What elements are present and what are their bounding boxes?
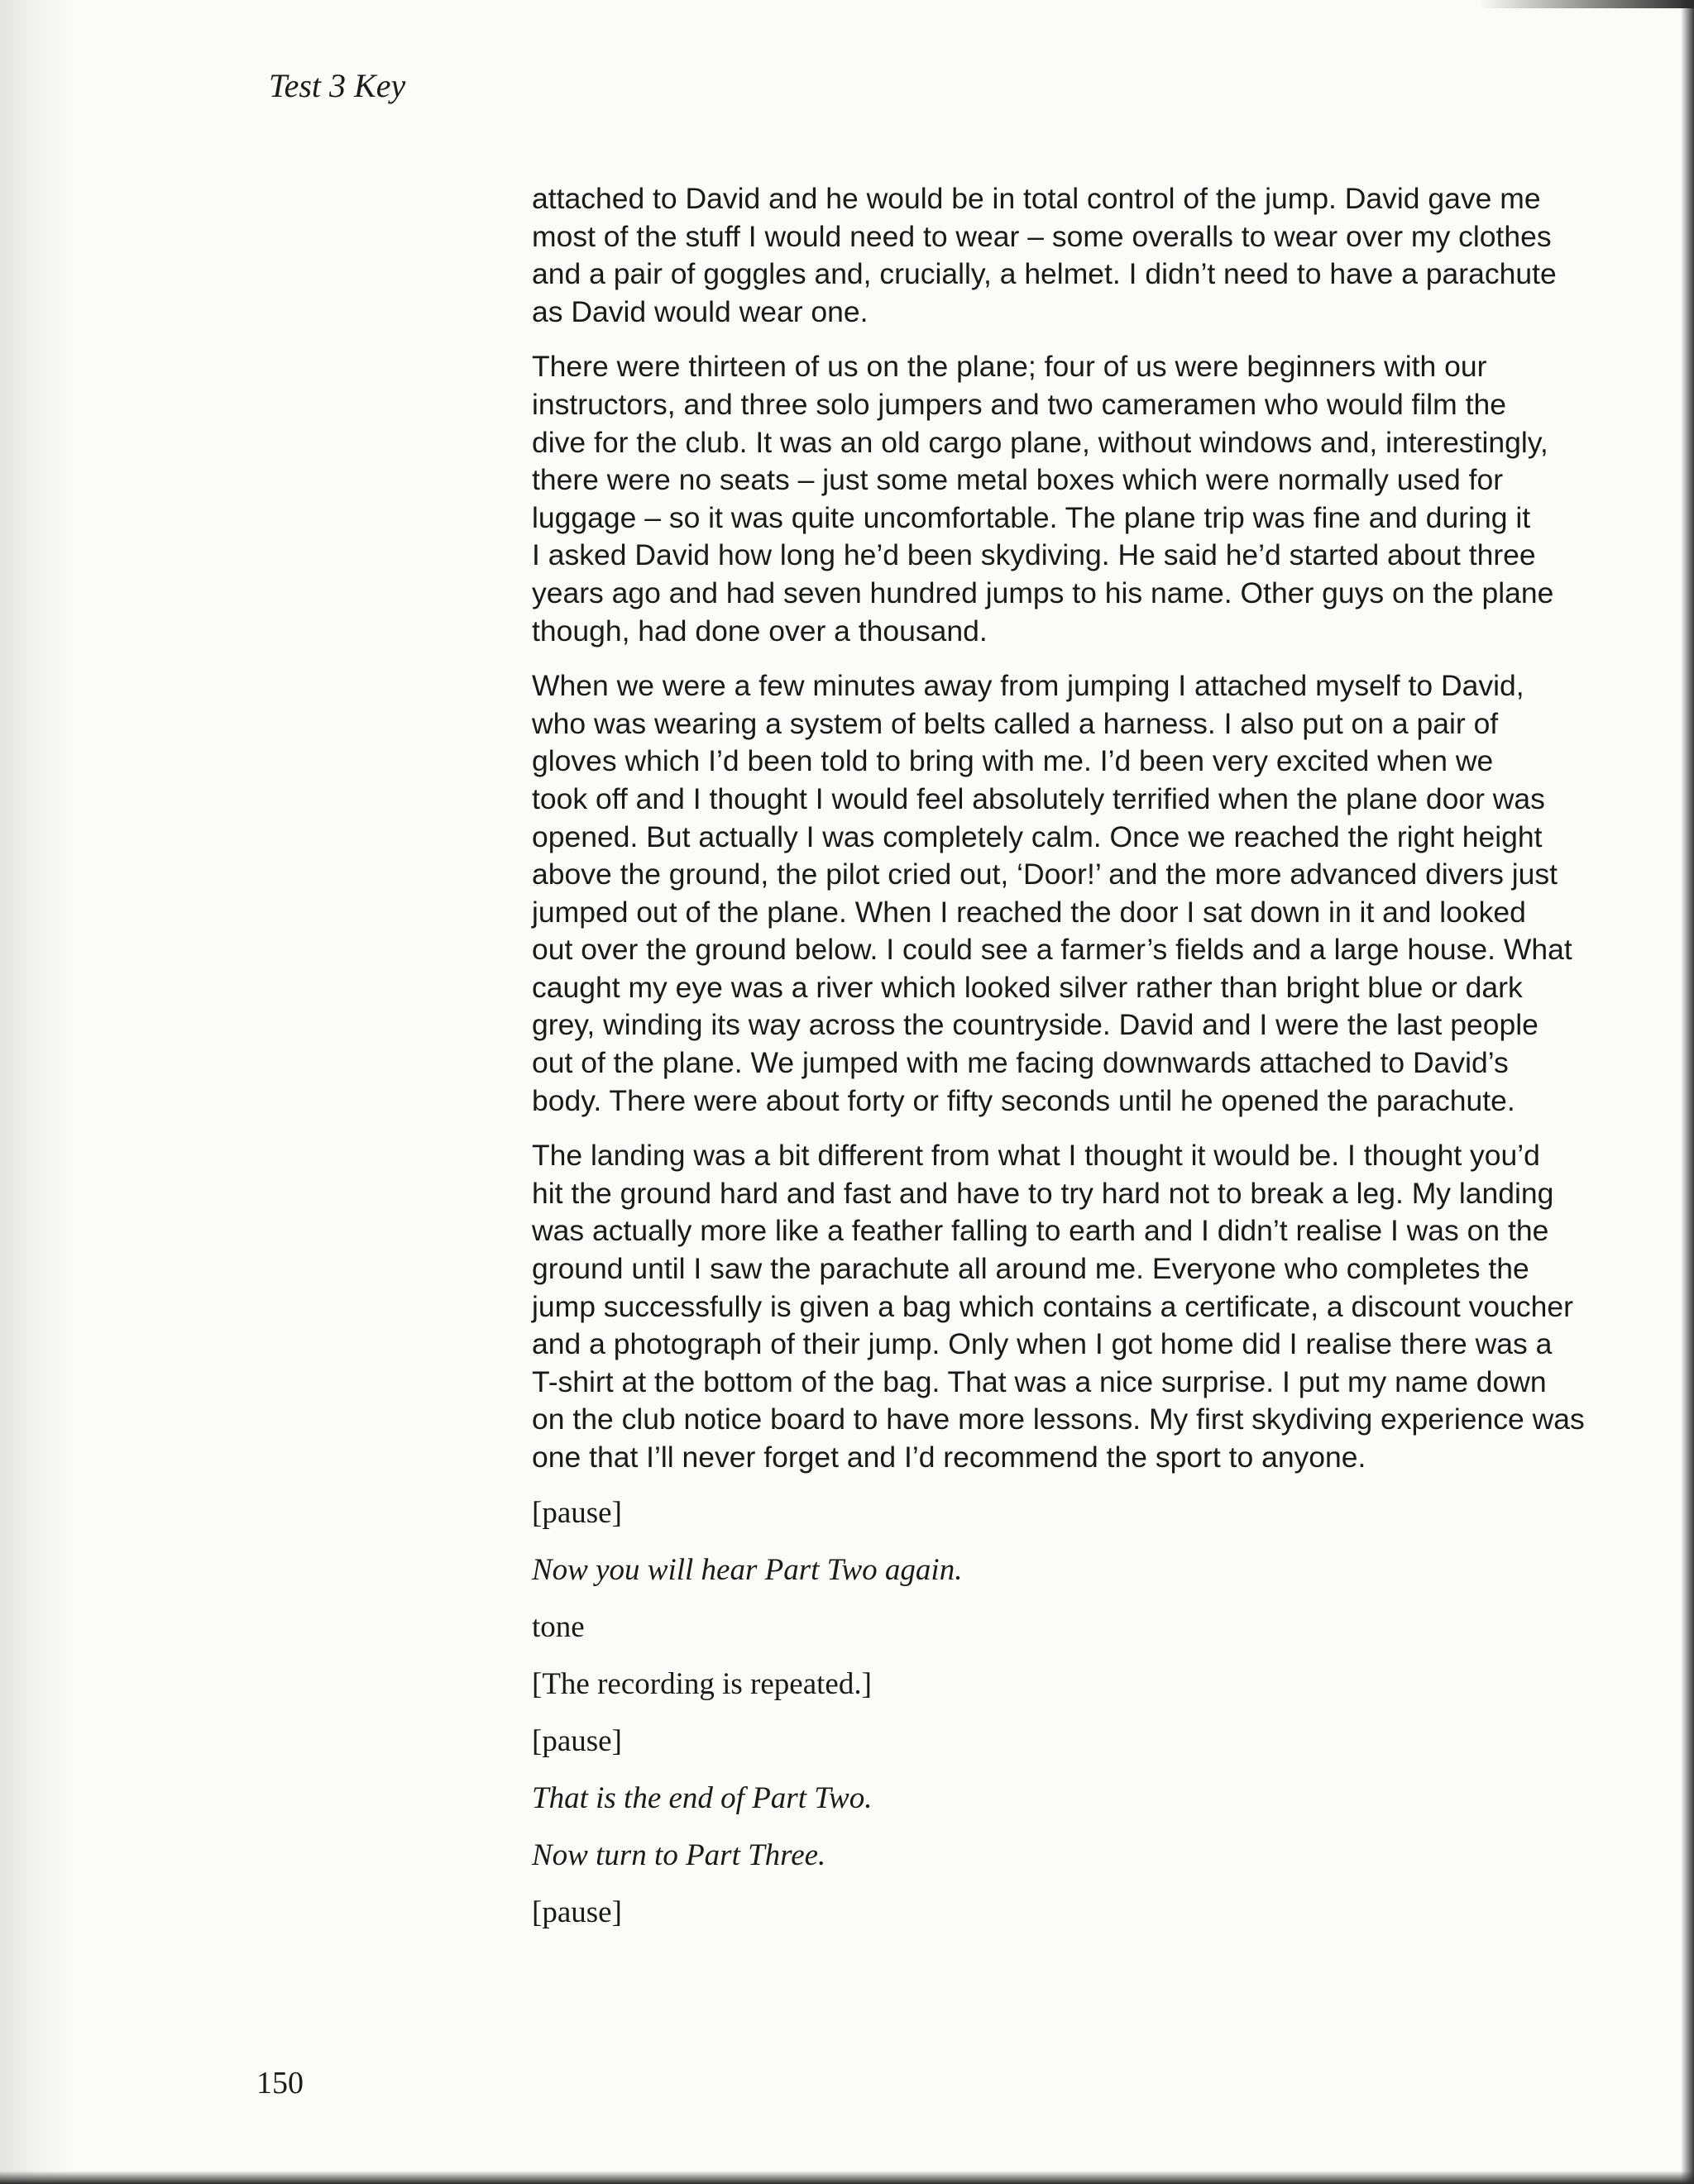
paragraph-line: ground until I saw the parachute all around me. Everyone who completes the bbox=[532, 1252, 1529, 1286]
paragraph-line: gloves which I’d been told to bring with me. I’d been very excited when we bbox=[532, 744, 1494, 778]
page-edge-shadow-right bbox=[1681, 0, 1694, 2184]
transcript-paragraphs bbox=[532, 180, 1630, 1477]
transcript-body bbox=[532, 180, 1630, 1951]
stage-direction: [pause] bbox=[532, 1895, 622, 1929]
paragraph-line: and a pair of goggles and, crucially, a helmet. I didn’t need to have a parachute bbox=[532, 257, 1557, 291]
stage-direction: [The recording is repeated.] bbox=[532, 1666, 872, 1701]
stage-direction: tone bbox=[532, 1609, 585, 1644]
paragraph-line: attached to David and he would be in total control of the jump. David gave me bbox=[532, 182, 1541, 215]
transcript-paragraph bbox=[532, 180, 1630, 331]
stage-directions bbox=[532, 1494, 1630, 1932]
paragraph-line: T-shirt at the bottom of the bag. That was a nice surprise. I put my name down bbox=[532, 1364, 1547, 1398]
paragraph-line: jumped out of the plane. When I reached the door I sat down in it and looked bbox=[532, 895, 1526, 929]
paragraph-line: one that I’ll never forget and I’d recommend the sport to anyone. bbox=[532, 1441, 1366, 1474]
paragraph-line: as David would wear one. bbox=[532, 294, 869, 328]
paragraph-line: took off and I thought I would feel absolutely terrified when the plane door was bbox=[532, 781, 1545, 815]
paragraph-line: I asked David how long he’d been skydiving. He said he’d started about three bbox=[532, 538, 1536, 572]
transcript-paragraph bbox=[532, 1137, 1630, 1476]
paragraph-line: dive for the club. It was an old cargo plane, without windows and, interestingly, bbox=[532, 425, 1548, 459]
paragraph-line: jump successfully is given a bag which contains a certificate, a discount voucher bbox=[532, 1289, 1573, 1323]
paragraph-line: When we were a few minutes away from jumping I attached myself to David, bbox=[532, 669, 1524, 703]
stage-direction: [pause] bbox=[532, 1723, 622, 1758]
transcript-paragraph bbox=[532, 667, 1630, 1120]
stage-direction: [pause] bbox=[532, 1495, 622, 1530]
paragraph-line: on the club notice board to have more lessons. My first skydiving experience was bbox=[532, 1403, 1585, 1436]
paragraph-line: above the ground, the pilot cried out, ‘Door!’ and the more advanced divers just bbox=[532, 858, 1558, 891]
paragraph-line: The landing was a bit different from what I thought it would be. I thought you’d bbox=[532, 1139, 1540, 1173]
paragraph-line: though, had done over a thousand. bbox=[532, 614, 988, 648]
paragraph-line: caught my eye was a river which looked silver rather than bright blue or dark bbox=[532, 970, 1523, 1004]
paragraph-line: there were no seats – just some metal boxes which were normally used for bbox=[532, 463, 1504, 497]
page-edge-shadow-left bbox=[0, 0, 74, 2184]
paragraph-line: There were thirteen of us on the plane; four of us were beginners with our bbox=[532, 350, 1487, 384]
transcript-paragraph bbox=[532, 348, 1630, 650]
paragraph-line: opened. But actually I was completely calm. Once we reached the right height bbox=[532, 820, 1543, 853]
page-edge-shadow-bottom bbox=[0, 2171, 1694, 2184]
page-edge-shadow-top bbox=[1479, 0, 1694, 8]
running-head: Test 3 Key bbox=[269, 67, 406, 104]
paragraph-line: luggage – so it was quite uncomfortable. The plane trip was fine and during it bbox=[532, 500, 1531, 534]
paragraph-line: years ago and had seven hundred jumps to his name. Other guys on the plane bbox=[532, 576, 1554, 609]
paragraph-line: who was wearing a system of belts called a harness. I also put on a pair of bbox=[532, 706, 1499, 740]
paragraph-line: body. There were about forty or fifty seconds until he opened the parachute. bbox=[532, 1083, 1515, 1117]
paragraph-line: instructors, and three solo jumpers and two cameramen who would film the bbox=[532, 387, 1506, 421]
paragraph-line: grey, winding its way across the countryside. David and I were the last people bbox=[532, 1008, 1538, 1042]
paragraph-line: out over the ground below. I could see a farmer’s fields and a large house. What bbox=[532, 933, 1572, 967]
page-number: 150 bbox=[256, 2066, 304, 2100]
paragraph-line: most of the stuff I would need to wear – some overalls to wear over my clothes bbox=[532, 219, 1552, 253]
spoken-instruction: That is the end of Part Two. bbox=[532, 1780, 873, 1815]
paragraph-line: and a photograph of their jump. Only when I got home did I realise there was a bbox=[532, 1327, 1553, 1361]
paragraph-line: was actually more like a feather falling to earth and I didn’t realise I was on the bbox=[532, 1214, 1549, 1248]
spoken-instruction: Now turn to Part Three. bbox=[532, 1838, 826, 1872]
paragraph-line: out of the plane. We jumped with me facing downwards attached to David’s bbox=[532, 1046, 1509, 1080]
paragraph-line: hit the ground hard and fast and have to try hard not to break a leg. My landing bbox=[532, 1176, 1554, 1210]
spoken-instruction: Now you will hear Part Two again. bbox=[532, 1552, 963, 1587]
